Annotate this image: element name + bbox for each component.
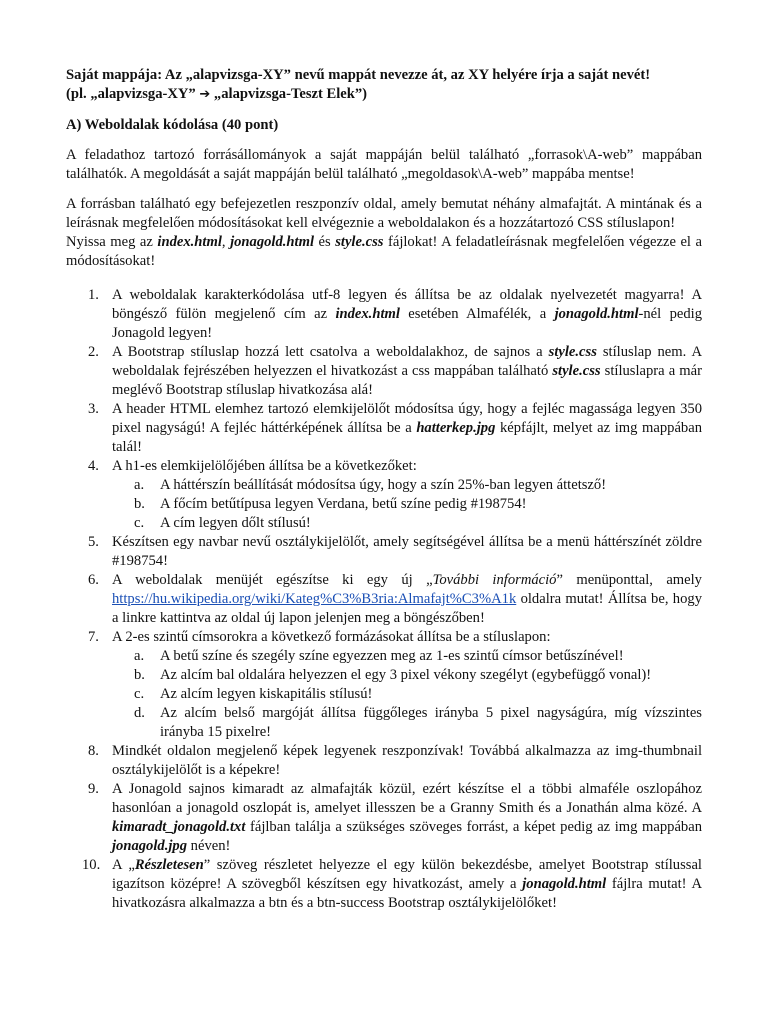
subtask-item: c. A cím legyen dőlt stílusú! [134, 515, 311, 531]
subtask-item: b. A főcím betűtípusa legyen Verdana, betű színe pedig #198754! [134, 496, 527, 512]
filename: jonagold.jpg [112, 838, 188, 854]
intro-paragraph-3: Nyissa meg az index.html, jonagold.html és style.css fájlokat! A feladatleírásnak megfelelően végezze el a módosításokat! [66, 234, 702, 269]
task-item: 4. A h1-es elemkijelölőjében állítsa be a következőket: a. A háttérszín beállítását módosítsa úgy, hogy a szín 25%-ban legyen áttetsző! b. A főcím betűtípusa legyen Verdana, betű színe pedig #198754! c. A cím legyen dőlt stílusú! [66, 457, 702, 533]
folder-instruction-line1: Saját mappája: Az „alapvizsga-XY” nevű mappát nevezze át, az XY helyére írja a saját nevét! [66, 67, 651, 83]
task-number: 3. [88, 401, 99, 417]
filename: style.css [548, 344, 597, 360]
filename: jonagold.html [230, 234, 314, 250]
task-number: 8. [88, 743, 99, 759]
subtask-item: c. Az alcím legyen kiskapitális stílusú! [134, 686, 373, 702]
filename: hatterkep.jpg [416, 420, 496, 436]
task-number: 9. [88, 781, 99, 797]
task-number: 4. [88, 458, 99, 474]
task-number: 2. [88, 344, 99, 360]
task-item: 3. A header HTML elemhez tartozó elemkijelölőt módosítsa úgy, hogy a fejléc magassága legyen 350 pixel nagyságú! A fejléc háttérképének állítsa be a hatterkep.jpg képfájlt, melyet az img mappában talál! [88, 401, 702, 455]
document-page [66, 66, 702, 913]
subtask-item: d. Az alcím belső margóját állítsa függőleges irányba 5 pixel nagyságúra, míg vízszintes irányba 15 pixelre! [134, 705, 702, 740]
task-number: 5. [88, 534, 99, 550]
filename: jonagold.html [554, 306, 639, 322]
task-number: 7. [88, 629, 99, 645]
task-number: 10. [82, 857, 101, 873]
filename: kimaradt_jonagold.txt [112, 819, 246, 835]
intro-paragraph-2: A forrásban található egy befejezetlen reszponzív oldal, amely bemutat néhány almafajtát. A mintának és a leírásnak megfelelően módosításokat kell elvégeznie a weboldalakon és a hozzátartozó CSS stíluslapon! [66, 196, 702, 231]
section-title: A) Weboldalak kódolása (40 pont) [66, 117, 279, 133]
task-item: 8. Mindkét oldalon megjelenő képek legyenek reszponzívak! Továbbá alkalmazza az img-thumbnail osztálykijelölőt is a képekre! [88, 743, 702, 778]
subtask-item: b. Az alcím bal oldalára helyezzen el egy 3 pixel vékony szegélyt (egybefüggő vonal)! [134, 667, 652, 683]
task-item: 9. A Jonagold sajnos kimaradt az almafajták közül, ezért készítse el a többi almaféle oszlopához hasonlóan a jonagold oszlopát is, amelyet illesszen be a Granny Smith és a Jonathán alma közé. A kimaradt_jonagold.txt fájlban találja a szükséges szöveges forrást, a képet pedig az img mappában jonagold.jpg néven! [88, 781, 702, 854]
folder-instruction: Saját mappája: Az „alapvizsga-XY” nevű mappát nevezze át, az XY helyére írja a saját nevét! (pl. „alapvizsga-XY” ➔ „alapvizsga-Teszt Elek”) [66, 67, 651, 102]
task-item: 5. Készítsen egy navbar nevű osztálykijelölőt, amely segítségével állítsa be a menü háttérszínét zöldre #198754! [88, 534, 702, 569]
filename: style.css [335, 234, 384, 250]
subtask-list [112, 647, 702, 742]
filename: style.css [552, 363, 601, 379]
subtask-list [112, 476, 702, 533]
subtask-item: a. A betű színe és szegély színe egyezzen meg az 1-es szintű címsor betűszínével! [134, 648, 624, 664]
task-item: 2. A Bootstrap stíluslap hozzá lett csatolva a weboldalakhoz, de sajnos a style.css stíluslap nem. A weboldalak fejrészében helyezzen el hivatkozást a css mappában található style.css stíluslapra a már meglévő Bootstrap stíluslap hivatkozása alá! [88, 344, 702, 398]
wikipedia-link[interactable]: https://hu.wikipedia.org/wiki/Kateg%C3%B3ria:Almafajt%C3%A1k [112, 591, 517, 607]
task-item: 6. A weboldalak menüjét egészítse ki egy új „További információ” menüponttal, amely https://hu.wikipedia.org/wiki/Kateg%C3%B3ria:Almafajt%C3%A1k oldalra mutat! Állítsa be, hogy a linkre kattintva az oldal új lapon jelenjen meg a böngészőben! [88, 572, 702, 626]
subtask-item: a. A háttérszín beállítását módosítsa úgy, hogy a szín 25%-ban legyen áttetsző! [134, 477, 607, 493]
task-item: 7. A 2-es szintű címsorokra a következő formázásokat állítsa be a stíluslapon: a. A betű színe és szegély színe egyezzen meg az 1-es szintű címsor betűszínével! b. Az alcím bal oldalára helyezzen el egy 3 pixel vékony szegélyt (egybefüggő vonal)! c. Az alcím legyen kiskapitális stílusú! d. Az alcím belső margóját állítsa függőleges irányba 5 pixel nagyságúra, míg vízszintes irányba 15 pixelre! [88, 629, 702, 740]
filename: jonagold.html [522, 876, 607, 892]
arrow-right-icon: ➔ [199, 87, 211, 102]
task-item: 10. A „Részletesen” szöveg részletet helyezze el egy külön bekezdésbe, amelyet Bootstrap stílussal igazítson középre! A szövegből készítsen egy hivatkozást, amely a jonagold.html fájlra mutat! A hivatkozásra alkalmazza a btn és a btn-success Bootstrap osztálykijelölőket! [82, 857, 702, 911]
filename: index.html [335, 306, 400, 322]
task-number: 6. [88, 572, 99, 588]
task-item: 1. A weboldalak karakterkódolása utf-8 legyen és állítsa be az oldalak nyelvezetét magyarra! A böngésző fülön megjelenő cím az index.html esetében Almafélék, a jonagold.html-nél pedig Jonagold legyen! [88, 287, 702, 341]
task-list [66, 286, 702, 913]
filename: index.html [157, 234, 222, 250]
intro-paragraph-1: A feladathoz tartozó forrásállományok a saját mappáján belül található „forrasok\A-web” mappában találhatók. A megoldását a saját mappáján belül található „megoldasok\A-web” mappába mentse! [66, 147, 702, 182]
task-number: 1. [88, 287, 99, 303]
